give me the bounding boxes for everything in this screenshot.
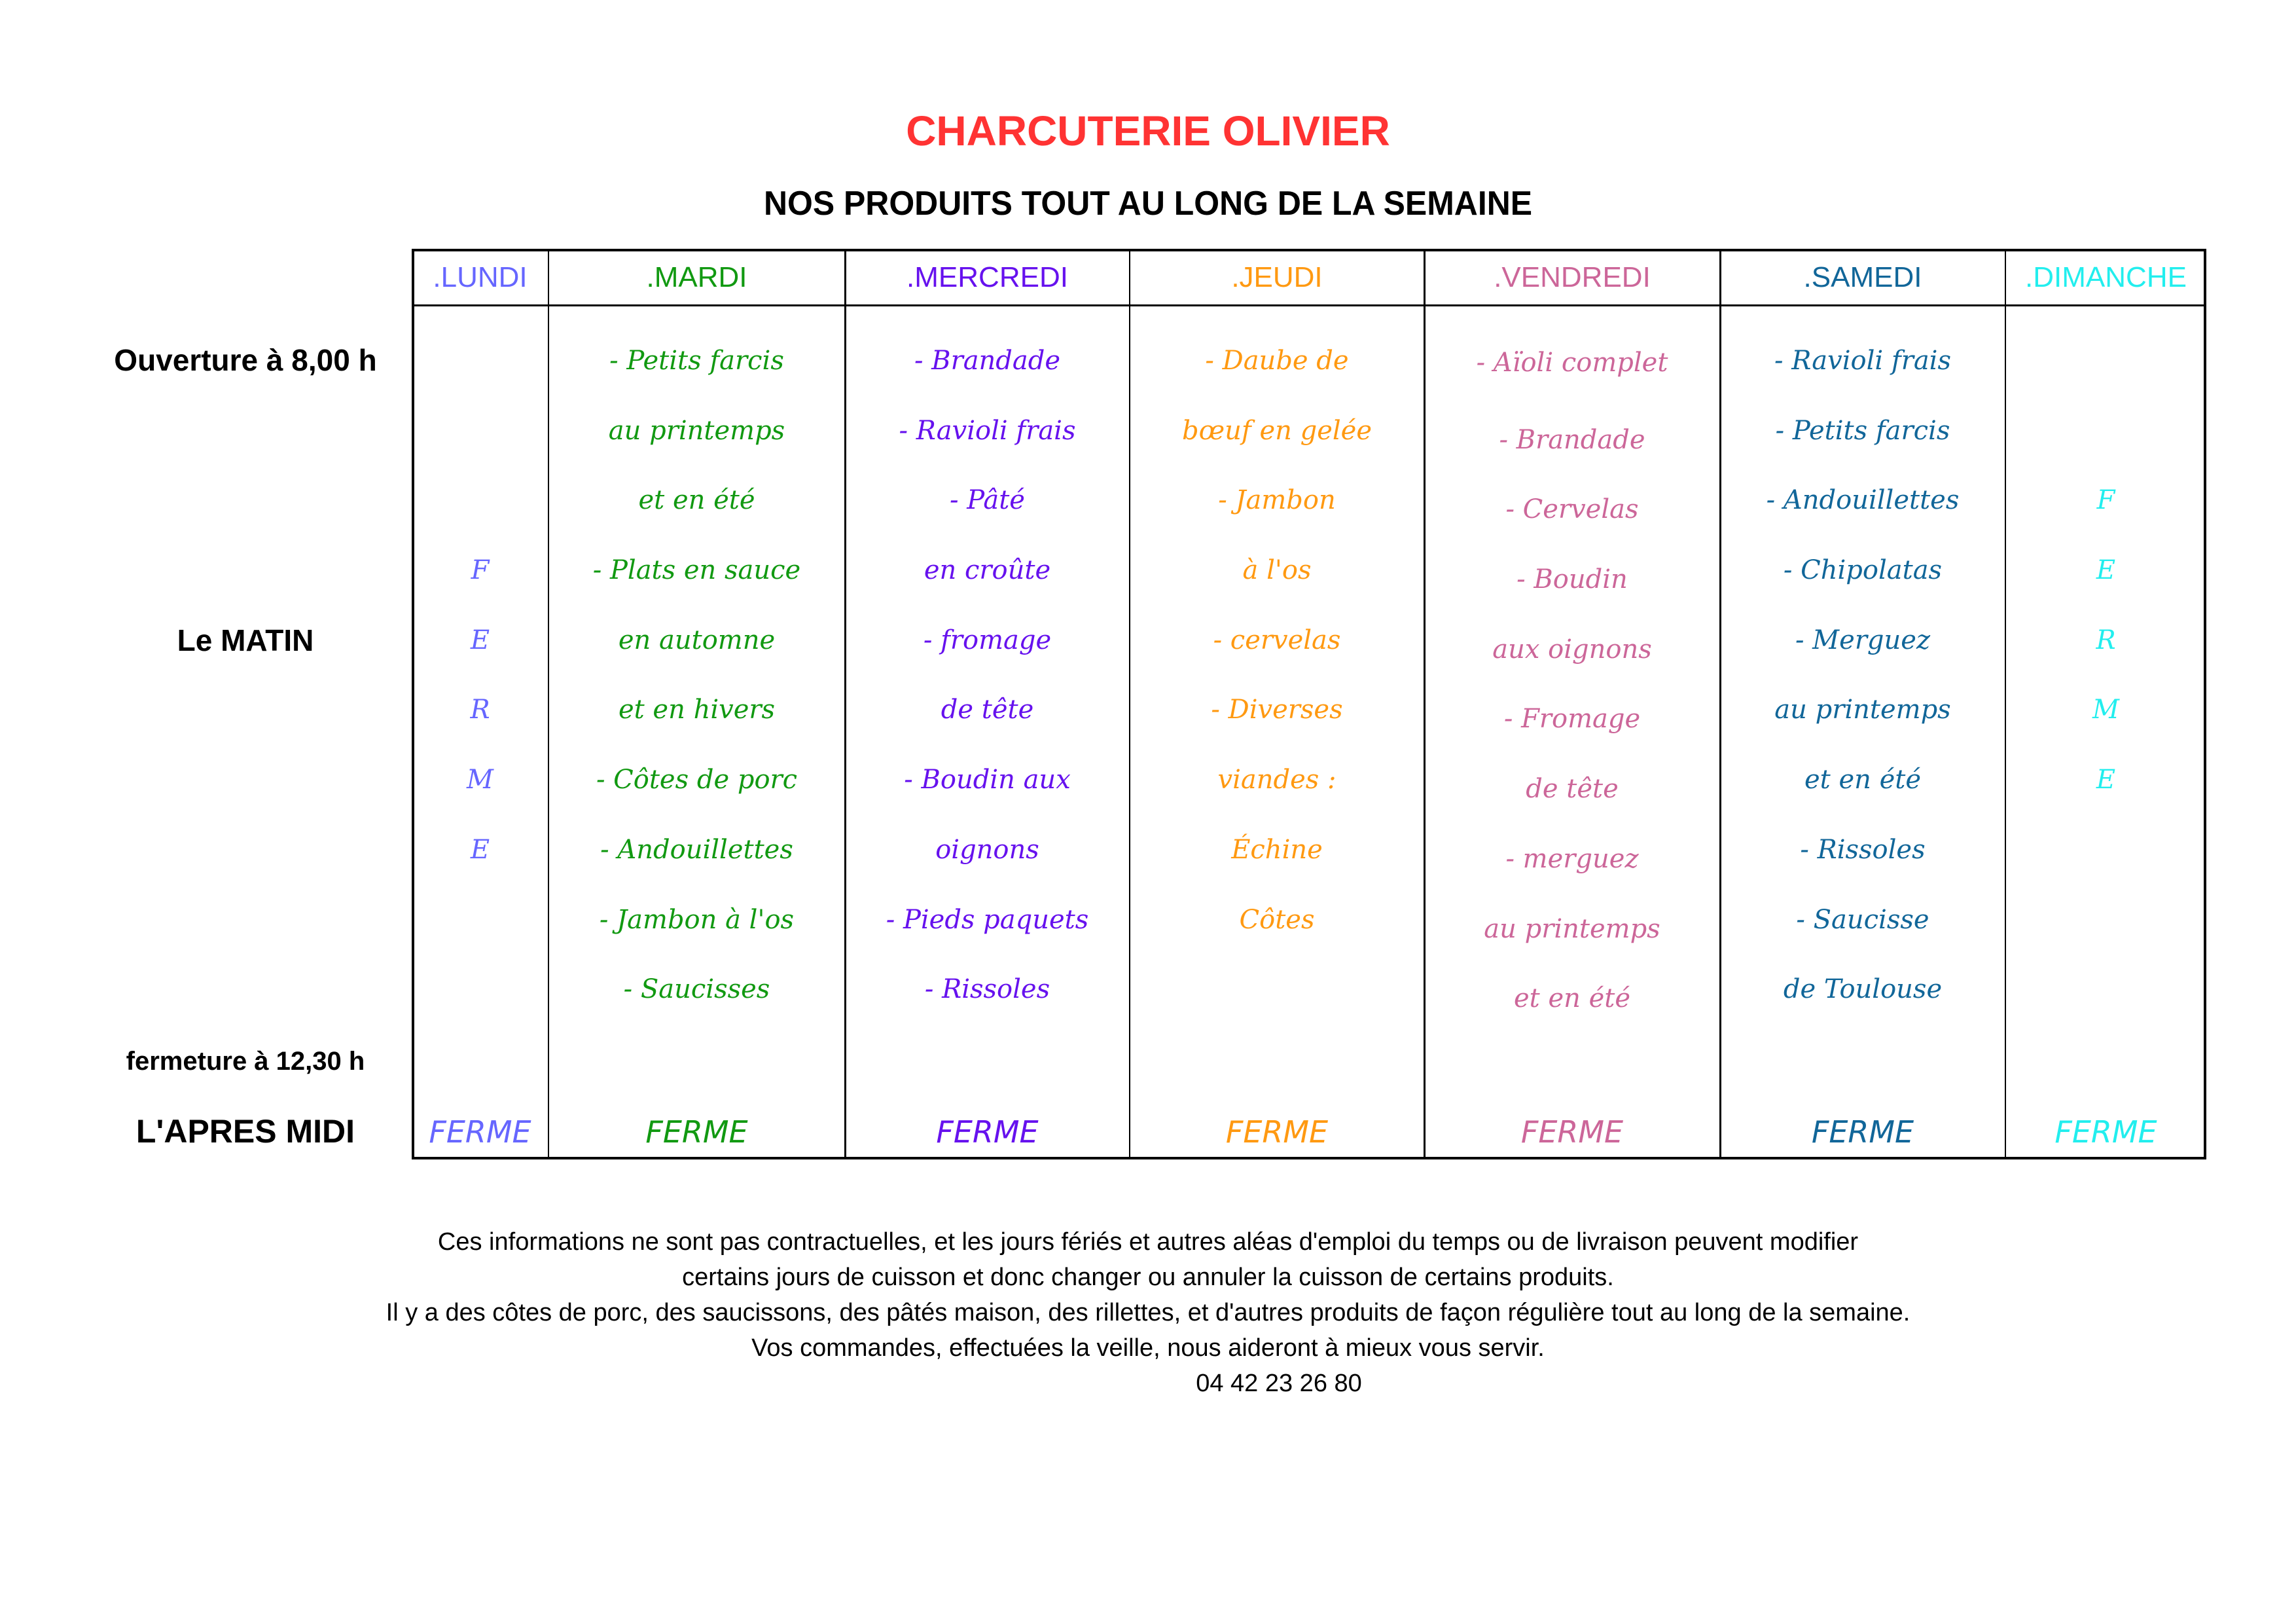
product-line <box>2005 409 2206 479</box>
day-header: .MERCREDI <box>906 261 1068 293</box>
afternoon-status: FERME <box>1225 1114 1329 1150</box>
product-line: E <box>470 625 490 655</box>
product-line: - Pâté <box>950 485 1025 516</box>
product-line: F <box>2096 485 2115 516</box>
product-line: F <box>471 555 490 586</box>
page-subtitle: NOS PRODUITS TOUT AU LONG DE LA SEMAINE <box>763 185 1533 223</box>
product-line: - Petits farcis <box>609 346 784 376</box>
product-line: au printemps <box>1484 913 1660 944</box>
closing-hours-label: fermeture à 12,30 h <box>126 1047 365 1076</box>
product-line: et en été <box>1804 765 1922 795</box>
afternoon-status: FERME <box>645 1114 748 1150</box>
product-line <box>2005 339 2206 409</box>
product-line: - Andouillettes <box>600 834 793 865</box>
product-line: - Côtes de porc <box>596 765 798 795</box>
product-line: - Merguez <box>1795 625 1931 655</box>
product-line: au printemps <box>608 415 785 446</box>
morning-products <box>1424 341 1720 1040</box>
product-line: - Rissoles <box>924 974 1050 1005</box>
product-line: et en hivers <box>618 695 776 725</box>
product-line: - Rissoles <box>1800 834 1926 865</box>
footer-line-4: Vos commandes, effectuées la veille, nous aideront à mieux vous servir. <box>751 1334 1545 1362</box>
day-column <box>2005 249 2206 1159</box>
day-column <box>412 249 548 1159</box>
day-header: .VENDREDI <box>1494 261 1651 293</box>
day-column <box>1720 249 2005 1159</box>
product-line: en croûte <box>924 555 1051 586</box>
afternoon-status: FERME <box>936 1114 1039 1150</box>
product-line <box>412 339 548 409</box>
afternoon-status: FERME <box>1811 1114 1914 1150</box>
product-line: de tête <box>1526 774 1619 805</box>
product-line: oignons <box>935 834 1039 865</box>
day-header: .LUNDI <box>433 261 528 293</box>
page-title: CHARCUTERIE OLIVIER <box>906 107 1390 155</box>
morning-products <box>412 339 548 898</box>
product-line: - Pieds paquets <box>886 904 1089 935</box>
product-line: - Jambon <box>1218 485 1336 516</box>
product-line: en automne <box>618 625 776 655</box>
product-line: bœuf en gelée <box>1182 415 1372 446</box>
morning-products <box>1720 339 2005 1038</box>
afternoon-status: FERME <box>2054 1114 2157 1150</box>
product-line: - merguez <box>1505 843 1639 874</box>
product-line: - Jambon à l'os <box>599 904 795 935</box>
product-line: - Brandade <box>914 346 1061 376</box>
product-line: E <box>470 834 490 865</box>
product-line: aux oignons <box>1492 634 1652 665</box>
product-line: - Boudin <box>1516 564 1628 595</box>
day-column <box>1424 249 1720 1159</box>
day-header: .DIMANCHE <box>2025 261 2187 293</box>
product-line: - cervelas <box>1213 625 1341 655</box>
morning-products <box>1130 339 1424 968</box>
opening-hours-label: Ouverture à 8,00 h <box>114 343 377 377</box>
product-line: - Aïoli complet <box>1476 348 1668 378</box>
product-line: de tête <box>941 695 1034 725</box>
afternoon-label: L'APRES MIDI <box>135 1113 355 1150</box>
product-line: M <box>467 765 493 795</box>
product-line: R <box>2096 625 2116 655</box>
afternoon-status: FERME <box>1520 1114 1624 1150</box>
product-line: - Ravioli frais <box>1774 346 1951 376</box>
product-line: - Ravioli frais <box>899 415 1076 446</box>
day-column <box>548 249 845 1159</box>
product-line: au printemps <box>1774 695 1951 725</box>
product-line <box>412 479 548 549</box>
product-line: - Chipolatas <box>1783 555 1943 586</box>
product-line: - Plats en sauce <box>592 555 801 586</box>
day-header: .SAMEDI <box>1803 261 1922 293</box>
product-line: - Andouillettes <box>1766 485 1960 516</box>
morning-products <box>2005 339 2206 828</box>
product-line: et en été <box>1513 983 1631 1014</box>
product-line: de Toulouse <box>1783 974 1943 1005</box>
product-line <box>412 409 548 479</box>
product-line: - Daube de <box>1205 346 1349 376</box>
day-header: .MARDI <box>646 261 747 293</box>
morning-products <box>548 339 845 1038</box>
product-line: - Saucisses <box>623 974 770 1005</box>
product-line: - Brandade <box>1499 424 1645 455</box>
day-column <box>845 249 1130 1159</box>
afternoon-status: FERME <box>429 1114 531 1150</box>
product-line: M <box>2092 695 2119 725</box>
product-line: - Boudin aux <box>904 765 1071 795</box>
day-column <box>1130 249 1424 1159</box>
product-line: - Fromage <box>1503 704 1641 735</box>
footer-line-1: Ces informations ne sont pas contractuelles, et les jours fériés et autres aléas d'emploi du temps ou de livraison peuvent modifier <box>437 1228 1859 1256</box>
morning-label: Le MATIN <box>177 623 314 657</box>
product-line: viandes : <box>1217 765 1336 795</box>
product-line: à l'os <box>1242 555 1312 586</box>
product-line: E <box>2096 765 2116 795</box>
product-line: - Cervelas <box>1505 494 1639 525</box>
footer-line-3: Il y a des côtes de porc, des saucissons, des pâtés maison, des rillettes, et d'autres produits de façon régulière tout au long de la semaine. <box>386 1299 1910 1326</box>
footer-line-2: certains jours de cuisson et donc changer ou annuler la cuisson de certains produits. <box>682 1264 1614 1291</box>
morning-products <box>845 339 1130 1038</box>
product-line: et en été <box>638 485 755 516</box>
product-line: - Saucisse <box>1796 904 1929 935</box>
day-header: .JEUDI <box>1231 261 1323 293</box>
product-line: Échine <box>1231 834 1323 865</box>
product-line: E <box>2096 555 2116 586</box>
product-line: - Petits farcis <box>1775 415 1950 446</box>
product-line: R <box>470 695 490 725</box>
product-line: - fromage <box>923 625 1052 655</box>
footer-phone: 04 42 23 26 80 <box>1196 1370 1362 1397</box>
product-line: Côtes <box>1239 904 1315 935</box>
product-line: - Diverses <box>1211 695 1343 725</box>
